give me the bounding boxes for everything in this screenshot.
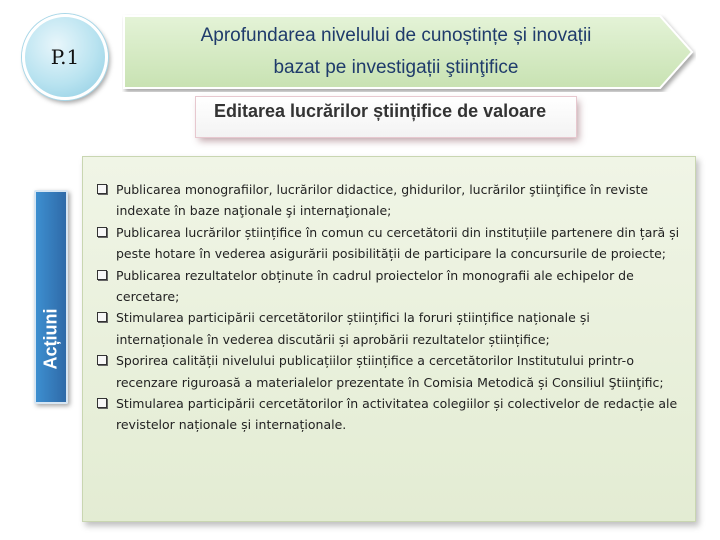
action-item xyxy=(97,265,681,308)
checkbox-bullet-icon xyxy=(97,312,107,322)
title-line-2: bazat pe investigații ştiinţifice xyxy=(273,57,519,78)
subtitle-text: Editarea lucrărilor științifice de valoare xyxy=(214,100,547,121)
title-arrow xyxy=(122,14,696,92)
actions-list xyxy=(83,157,695,436)
action-text: Sporirea calității nivelului publicațiilor științifice a cercetătorilor Institutului printr-o recenzare riguroasă a materialelor prezentate în Comisia Metodică și Consiliul Ştiinţific; xyxy=(116,353,664,390)
checkbox-bullet-icon xyxy=(97,398,107,408)
badge-label: P.1 xyxy=(50,45,80,69)
action-item xyxy=(97,393,681,436)
plan-badge xyxy=(22,14,108,100)
action-item xyxy=(97,307,681,350)
title-line-1: Aprofundarea nivelului de cunoștințe și inovații xyxy=(200,25,592,46)
action-item xyxy=(97,350,681,393)
actions-sidebar xyxy=(34,190,68,404)
actions-panel xyxy=(82,156,696,522)
checkbox-bullet-icon xyxy=(97,227,107,237)
checkbox-bullet-icon xyxy=(97,184,107,194)
action-text: Publicarea lucrărilor științifice în comun cu cercetătorii din instituțiile partenere din țară și peste hotare în vederea asigurării posibilității de participare la concursurile de proiecte; xyxy=(116,224,680,262)
action-text: Stimularea participării cercetătorilor științifici la foruri științifice naționale și internaționale în vederea discutării și aprobării rezultatelor științifice; xyxy=(116,310,590,347)
action-text: Publicarea monografiilor, lucrărilor didactice, ghidurilor, lucrărilor ştiinţifice în reviste indexate în baze naţionale şi internaţionale; xyxy=(116,182,649,219)
action-item xyxy=(97,179,681,222)
action-item xyxy=(97,222,681,265)
checkbox-bullet-icon xyxy=(97,270,107,280)
title-text xyxy=(122,20,670,84)
action-text: Stimularea participării cercetătorilor în activitatea colegiilor și colectivelor de redacție ale revistelor naționale și internaționale. xyxy=(116,396,678,433)
sidebar-label: Acțiuni xyxy=(40,308,61,370)
subtitle-box xyxy=(196,97,576,137)
action-text: Publicarea rezultatelor obținute în cadrul proiectelor în monografii ale echipelor de cercetare; xyxy=(116,267,634,305)
checkbox-bullet-icon xyxy=(97,355,107,365)
